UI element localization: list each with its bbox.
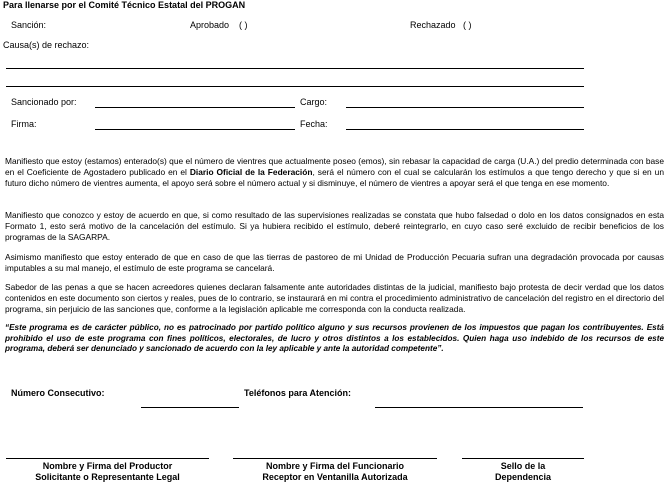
- aprobado-checkbox[interactable]: ( ): [239, 20, 248, 30]
- firma-funcionario-caption-1: Nombre y Firma del Funcionario: [265, 461, 405, 471]
- sello-dependencia-line[interactable]: [462, 458, 584, 459]
- fecha-label: Fecha:: [300, 119, 328, 129]
- telefonos-label: Teléfonos para Atención:: [244, 388, 352, 398]
- paragraph-vientres-dof: Diario Oficial de la Federación: [189, 167, 313, 177]
- rechazado-checkbox[interactable]: ( ): [463, 20, 472, 30]
- paragraph-vientres: [5, 156, 664, 189]
- causas-rechazo-line-2[interactable]: [6, 86, 584, 87]
- causas-rechazo-label: Causa(s) de rechazo:: [3, 40, 90, 50]
- rechazado-label: Rechazado: [410, 20, 456, 30]
- sancionado-por-field[interactable]: [95, 107, 295, 108]
- telefonos-field[interactable]: [375, 407, 583, 408]
- numero-consecutivo-field[interactable]: [141, 407, 239, 408]
- paragraph-supervisiones: Manifiesto que conozco y estoy de acuerdo en que, si como resultado de las supervisiones realizadas se constata que hubo falsedad o dolo en los datos consignados en esta Formato 1, esto será motivo de la cancelación del estímulo. Si ya hubiera recibido el estímulo, deberé reintegrarlo, en cuyo caso seré excluido de recibir beneficios de los programas de la SAGARPA.: [5, 210, 664, 242]
- firma-funcionario-caption-2: Receptor en Ventanilla Autorizada: [262, 472, 408, 482]
- fecha-field[interactable]: [346, 129, 584, 130]
- paragraph-pastoreo: Asimismo manifiesto que estoy enterado de que en caso de que las tierras de pastoreo de mi Unidad de Producción Pecuaria sufran una degradación provocada por causas imputables a su mal manejo, el estímulo de este programa se cancelará.: [5, 252, 664, 273]
- sancion-label: Sanción:: [11, 20, 47, 30]
- sello-dependencia-caption-1: Sello de la: [500, 461, 546, 471]
- form-section-title: Para llenarse por el Comité Técnico Estatal del PROGAN: [3, 0, 246, 10]
- causas-rechazo-line-1[interactable]: [6, 68, 584, 69]
- paragraph-programa-publico: “Este programa es de carácter público, no es patrocinado por partido político alguno y sus recursos provienen de los impuestos que pagan los contribuyentes. Está prohibido el uso de este programa con fines políticos, electorales, de lucro y otros distintos a los establecidos. Quien haga uso indebido de los recursos de este programa, deberá ser denunciado y sancionado de acuerdo con la ley aplicable y ante la autoridad competente”.: [5, 323, 664, 353]
- aprobado-label: Aprobado: [190, 20, 230, 30]
- firma-productor-caption-2: Solicitante o Representante Legal: [35, 472, 180, 482]
- sancionado-por-label: Sancionado por:: [11, 97, 77, 107]
- firma-field[interactable]: [95, 129, 295, 130]
- sello-dependencia-caption-2: Dependencia: [494, 472, 552, 482]
- firma-productor-caption-1: Nombre y Firma del Productor: [42, 461, 173, 471]
- numero-consecutivo-label: Número Consecutivo:: [11, 388, 105, 398]
- paragraph-vientres-text-a: Manifiesto que estoy (estamos) enterado(s) que el número de vientres que actualmente poseo (emos), sin rebasar la capacidad de carga (U.A.) del predio determinada con base en el Coeficiente de Agostadero publicado en el: [5, 156, 664, 177]
- cargo-field[interactable]: [346, 107, 584, 108]
- firma-productor-line[interactable]: [6, 458, 209, 459]
- firma-label: Firma:: [11, 119, 37, 129]
- paragraph-vientres-text-b: , será el número con el cual se calcularán los estímulos a que tengo derecho y que si en un futuro dicho número de vientres aumenta, el apoyo será sobre el número actual y si disminuye, el número de vientres a apoyar será el que tenga en ese momento.: [5, 167, 664, 188]
- firma-funcionario-line[interactable]: [233, 458, 437, 459]
- cargo-label: Cargo:: [300, 97, 328, 107]
- paragraph-protesta: Sabedor de las penas a que se hacen acreedores quienes declaran falsamente ante autoridades distintas de la judicial, manifiesto bajo protesta de decir verdad que los datos contenidos en este documento son ciertos y reales, pues de lo contrario, se instaurará en mi contra el procedimiento administrativo de cancelación del registro en el directorio del programa, sin perjuicio de las sanciones que, conforme a la legislación aplicable me corresponda con la conducta realizada.: [5, 282, 664, 314]
